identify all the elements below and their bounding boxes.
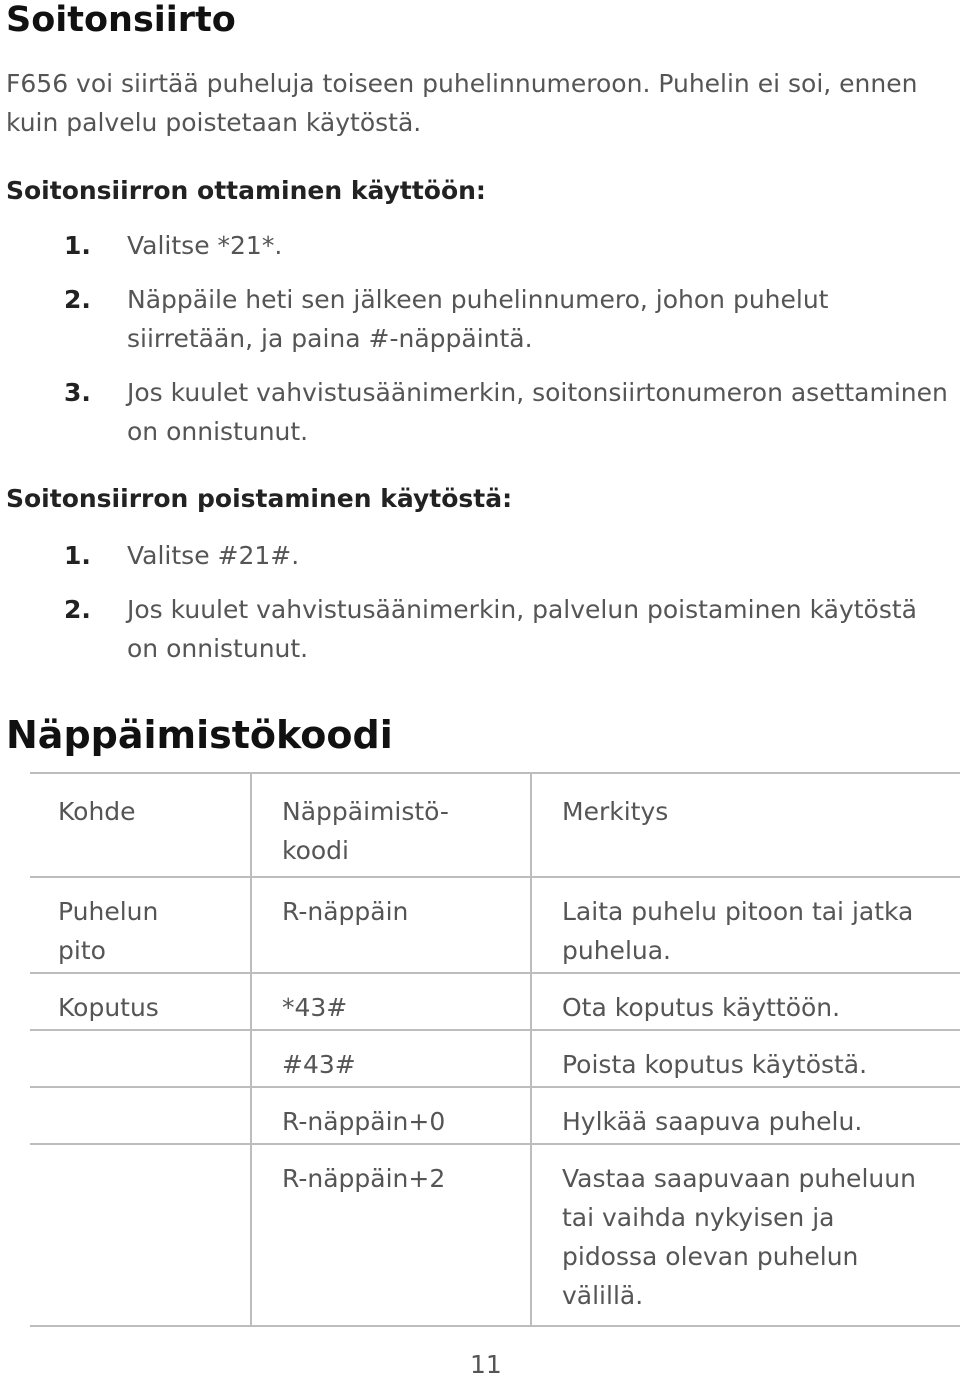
keypad-section-title: Näppäimistökoodi — [6, 713, 393, 757]
step-text: Valitse #21#. — [127, 541, 300, 570]
table-row — [30, 1030, 960, 1087]
step-text: Jos kuulet vahvistusäänimerkin, palvelun poistaminen käytöstä on onnistunut. — [127, 595, 917, 663]
step-text: Jos kuulet vahvistusäänimerkin, soitonsiirtonumeron asettaminen on onnistunut. — [127, 378, 948, 446]
cell-target — [30, 1144, 251, 1326]
cell-code: *43# — [251, 973, 531, 1030]
cell-meaning — [531, 1144, 960, 1326]
cell-meaning: Laita puhelu pitoon tai jatka puhelua. — [531, 877, 960, 973]
list-item — [64, 373, 954, 451]
cell-target — [30, 1030, 251, 1087]
cell-target: Koputus — [30, 973, 251, 1030]
column-header-code-label: Näppäimistö-koodi — [282, 797, 449, 865]
intro-paragraph: F656 voi siirtää puheluja toiseen puhelinnumeroon. Puhelin ei soi, ennen kuin palvelu poistetaan käytöstä. — [6, 69, 918, 137]
cell-meaning: Hylkää saapuva puhelu. — [531, 1087, 960, 1144]
table-header-row — [30, 773, 960, 877]
list-item — [64, 536, 954, 575]
table-row — [30, 973, 960, 1030]
cell-target — [30, 877, 251, 973]
cell-code: R-näppäin+0 — [251, 1087, 531, 1144]
table-row — [30, 1087, 960, 1144]
page-title: Soitonsiirto — [6, 0, 236, 40]
cell-target-text: Puhelun pito — [58, 897, 159, 965]
column-header-meaning: Merkitys — [531, 773, 960, 877]
cell-meaning-text: Vastaa saapuvaan puheluun tai vaihda nykyisen ja pidossa olevan puhelun välillä. — [562, 1164, 916, 1310]
cell-code: R-näppäin+2 — [251, 1144, 531, 1326]
step-text: Näppäile heti sen jälkeen puhelinnumero, johon puhelut siirretään, ja paina #-näppäintä. — [127, 285, 829, 353]
step-number: 1. — [64, 231, 91, 260]
step-text: Valitse *21*. — [127, 231, 283, 260]
column-header-code — [251, 773, 531, 877]
enable-heading: Soitonsiirron ottaminen käyttöön: — [6, 176, 486, 205]
cell-code: #43# — [251, 1030, 531, 1087]
page-number: 11 — [470, 1350, 502, 1379]
list-item — [64, 226, 954, 265]
cell-meaning: Ota koputus käyttöön. — [531, 973, 960, 1030]
table-row — [30, 877, 960, 973]
step-number: 1. — [64, 541, 91, 570]
cell-target — [30, 1087, 251, 1144]
disable-steps-list — [64, 536, 954, 668]
keypad-code-table — [30, 772, 960, 1327]
enable-steps-list — [64, 226, 954, 451]
list-item — [64, 280, 954, 358]
step-number: 3. — [64, 378, 91, 407]
step-number: 2. — [64, 285, 91, 314]
disable-heading: Soitonsiirron poistaminen käytöstä: — [6, 484, 513, 513]
list-item — [64, 590, 954, 668]
table-row — [30, 1144, 960, 1326]
cell-meaning: Poista koputus käytöstä. — [531, 1030, 960, 1087]
column-header-target: Kohde — [30, 773, 251, 877]
step-number: 2. — [64, 595, 91, 624]
cell-code: R-näppäin — [251, 877, 531, 973]
